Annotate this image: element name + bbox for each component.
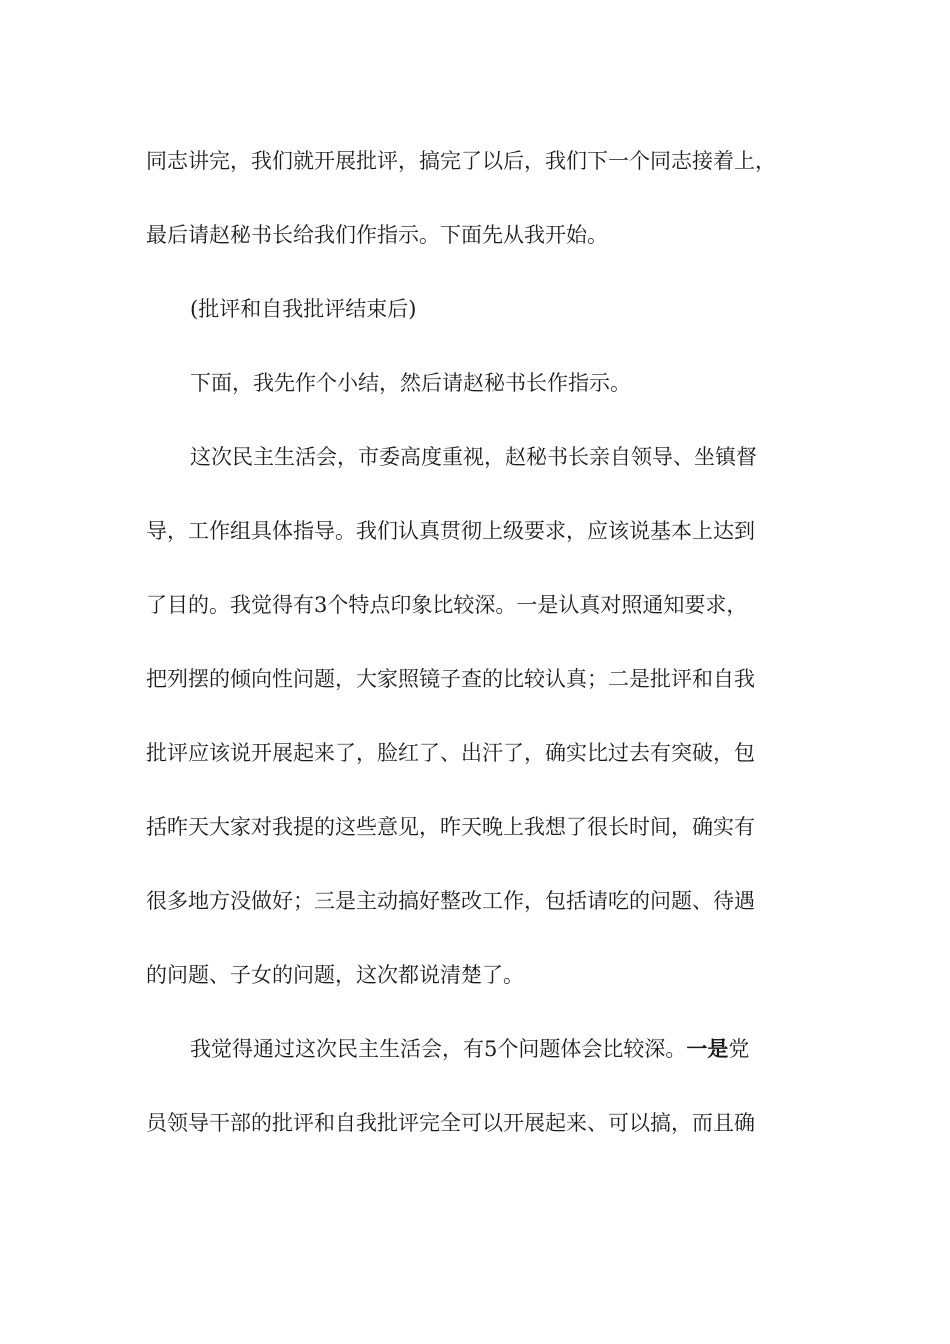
document-body [146,124,806,1160]
text-line-11: 很多地方没做好；三是主动搞好整改工作，包括请吃的问题、待遇 [146,889,755,913]
text-line-2: 最后请赵秘书长给我们作指示。下面先从我开始。 [146,223,608,247]
text-line-7: 了目的。我觉得有3个特点印象比较深。一是认真对照通知要求， [146,593,748,617]
text-line-13-start: 我觉得通过这次民主生活会，有5个问题体会比较深。 [190,1037,687,1061]
text-line-3: (批评和自我批评结束后) [190,297,417,321]
text-line-14: 员领导干部的批评和自我批评完全可以开展起来、可以搞，而且确 [146,1111,755,1135]
text-line-5: 这次民主生活会，市委高度重视，赵秘书长亲自领导、坐镇督 [190,445,757,469]
text-line-12: 的问题、子女的问题，这次都说清楚了。 [146,963,524,987]
emphasis-first-point: 一是 [686,1036,729,1061]
text-line-13 [146,1012,806,1086]
text-line-8: 把列摆的倾向性问题，大家照镜子查的比较认真；二是批评和自我 [146,667,755,691]
text-line-1: 同志讲完，我们就开展批评，搞完了以后，我们下一个同志接着上， [146,149,776,173]
text-line-10: 括昨天大家对我提的这些意见，昨天晚上我想了很长时间，确实有 [146,815,755,839]
text-line-13-end: 党 [728,1037,750,1061]
text-line-9: 批评应该说开展起来了，脸红了、出汗了，确实比过去有突破，包 [146,741,755,765]
text-line-4: 下面，我先作个小结，然后请赵秘书长作指示。 [190,371,631,395]
text-line-6: 导，工作组具体指导。我们认真贯彻上级要求，应该说基本上达到 [146,519,755,543]
